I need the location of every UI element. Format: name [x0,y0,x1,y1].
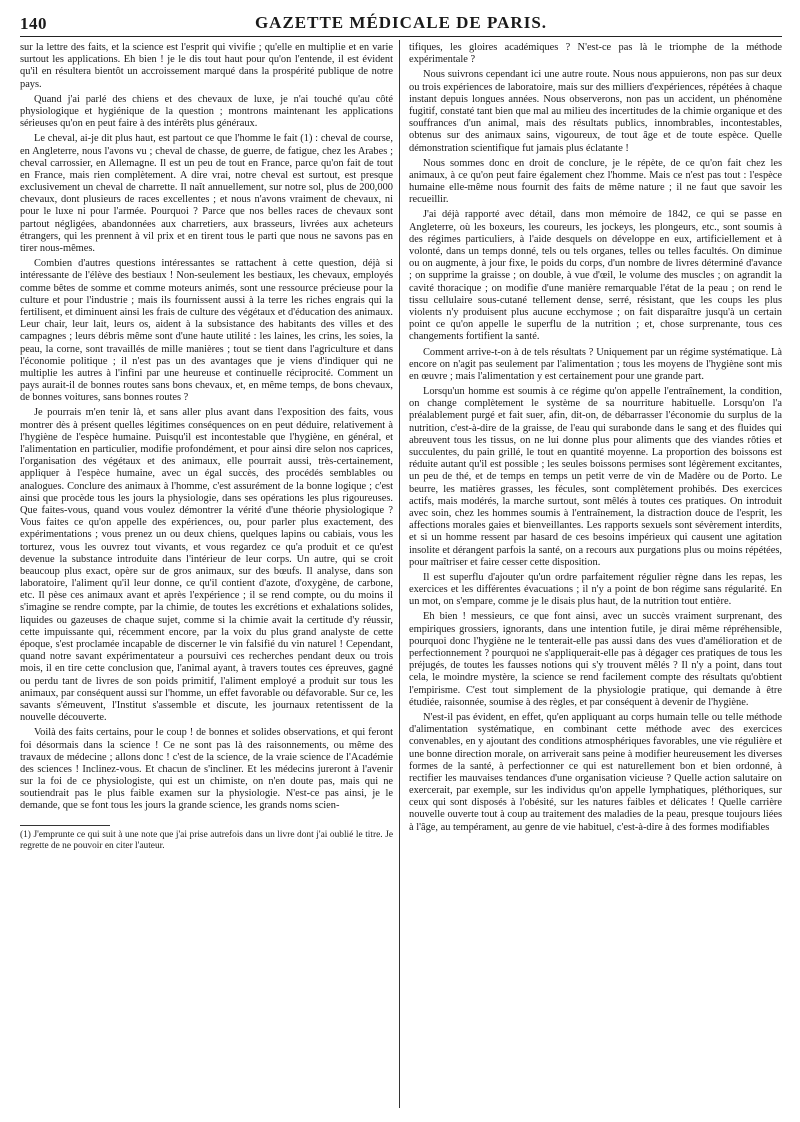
paragraph: Eh bien ! messieurs, ce que font ainsi, avec un succès vraiment surprenant, des empiriques grossiers, ignorants, dans une intention futile, je dirai même répréhensible, pourquoi donc l'hygiène ne le tenterait-elle pas aussi dans des vues d'amélioration et de perfectionnement ? pourquoi ne s'appliquerait-elle pas à dégager ces pratiques de tous les préjugés, de toutes les fausses notions qui s'y trouvent mêlés ? Il n'y a point, dans tout cela, le moindre mystère, la science se rend facilement compte des résultats qu'obtient l'empirisme. C'est tout simplement de la physiologie pratique, qui demande à être étudiée, raisonnée, soumise à des règles, et par conséquent à devenir de l'hygiène. [409,611,782,708]
paragraph: sur la lettre des faits, et la science est l'esprit qui vivifie ; qu'elle en multiplie et en varie surtout les applications. Eh bien ! je le dis tout haut pour qu'on l'entende, il est évident qu'il en résultera bientôt un accroissement marqué dans la prospérité publique de notre pays. [20,42,393,90]
page-number: 140 [20,14,47,33]
paragraph: J'ai déjà rapporté avec détail, dans mon mémoire de 1842, ce qui se passe en Angleterre, où les boxeurs, les coureurs, les jockeys, les plongeurs, etc., sont soumis à des régimes particuliers, à l'aide desquels on développe en eux, artificiellement et à volonté, dans un temps donné, tels ou tels organes, telles ou telles facultés. On diminue ou on augmente, à jour fixe, le poids du corps, d'un nombre de livres déterminé d'avance ; on supprime la graisse ; on double, à vue d'œil, le volume des muscles ; on agrandit la cavité thoracique ; on modifie d'une manière remarquable l'état de la peau ; on rend le tissu cellulaire sous-cutané tellement dense, serré, résistant, que les coups les plus violents n'y produisent plus aucune ecchymose ; on fait disparaître jusqu'à un certain point ce qu'on appelle le superflu de la nutrition ; et, chose surprenante, tous ces changements fortifient la santé. [409,209,782,343]
right-column [409,42,782,1110]
paragraph: Nous sommes donc en droit de conclure, je le répète, de ce qu'on fait chez les animaux, à ce qu'on peut faire également chez l'homme. Mais ce n'est pas tout : l'espèce humaine elle-même nous fournit des faits de même nature ; il ne faut que savoir les recueillir. [409,157,782,206]
paragraph: Il est superflu d'ajouter qu'un ordre parfaitement régulier règne dans les repas, les exercices et les différentes évacuations ; il n'y a point de bon régime sans régularité. En un mot, on s'empare, comme je le disais plus haut, de la nutrition tout entière. [409,571,782,608]
journal-title: GAZETTE MÉDICALE DE PARIS. [254,13,548,32]
article-columns [20,42,782,1110]
paragraph: Lorsqu'un homme est soumis à ce régime qu'on appelle l'entraînement, la condition, on change complètement le système de sa nourriture habituelle. Lorsqu'on l'a préalablement purgé et fait suer, afin, dit-on, de débarrasser l'économie du surplus de la nutrition, c'est-à-dire de la graisse, de l'eau qui surabonde dans le sang et des fluides qui abreuvent tous les tissus, on ne lui donne plus pour aliments que des viandes rôties et succulentes, du pain grillé, le tout en quantité moyenne. La proportion des boissons est réduite autant qu'il est possible ; les seules boissons permises sont légèrement excitantes, un peu de thé, et de temps en temps un petit verre de vin de Madère ou de Porto. Le beurre, les matières grasses, les fécules, sont complètement prohibés. Des exercices actifs, mais modérés, la marche surtout, sont mêlés à toutes ces pratiques. On introduit avec soin, chez les hommes soumis à l'entraînement, la distraction douce de l'esprit, les affections morales gaies et bienveillantes. Les rapports sexuels sont sévèrement interdits, et si un homme ressent par hasard de ces besoins impérieux qui causent une agitation insolite et dérangent parfois la santé, on a recours aux purgations plus ou moins répétées, pour maîtriser et faire cesser cette disposition. [409,386,782,568]
paragraph: Comment arrive-t-on à de tels résultats ? Uniquement par un régime systématique. Là encore on n'agit pas seulement par l'alimentation ; tous les moyens de l'hygiène sont mis en œuvre ; mais l'alimentation y est certainement pour une grande part. [409,346,782,382]
footnote: (1) J'emprunte ce qui suit à une note que j'ai prise autrefois dans un livre dont j'ai oublié le titre. Je regrette de ne pouvoir en citer l'auteur. [20,829,393,851]
paragraph: Quand j'ai parlé des chiens et des chevaux de luxe, je n'ai touché qu'au côté physiologique et hygiénique de la question ; montrons maintenant les applications sérieuses qu'on en peut faire à des intérêts plus généraux. [20,93,393,130]
footnote-rule [20,825,110,826]
left-column [20,42,393,1110]
paragraph: Combien d'autres questions intéressantes se rattachent à cette question, déjà si intéressante de l'élève des bestiaux ! Non-seulement les bestiaux, les chevaux, employés comme bêtes de somme et comme moteurs animés, sont une ressource précieuse pour la culture et pour l'industrie ; mais ils fournissent aussi à la terre les riches engrais qui la fertilisent, et diminuent ainsi les frais de culture des végétaux et d'éducation des animaux. Leur chair, leur lait, leurs os, aident à la subsistance des habitants des villes et des campagnes ; leurs débris même sont d'une haute utilité : les laines, les crins, les soies, la peau, la corne, sont travaillés de mille manières ; tout se tient dans l'agriculture et dans l'économie politique ; il n'est pas un des avantages que je viens d'indiquer qui ne multiplie les autres à l'infini par une heureuse et continuelle réciprocité. Comment un pays aurait-il de bonnes routes sans bons chevaux, et, en même temps, de bons chevaux, de bonnes voitures, sans bonnes routes ? [20,258,393,404]
paragraph: Voilà des faits certains, pour le coup ! de bonnes et solides observations, et qui feront foi désormais dans la science ! Ce ne sont pas là des raisonnements, ou même des travaux de médecine ; allons donc ! c'est de la science, de la vraie science de l'Académie des sciences ! Inclinez-vous. Et chacun de s'incliner. Et les médecins jureront à l'avenir sur la foi de ce physiologiste, qui est un chimiste, on n'en doute pas, mais qui ne soutiendrait pas le plus faible examen sur la physiologie. N'est-ce pas ainsi, je le demande, que se font tous les jours la grande science, les grands noms scien- [20,727,393,812]
paragraph: Je pourrais m'en tenir là, et sans aller plus avant dans l'exposition des faits, vous montrer dès à présent quelles légitimes conséquences on en peut déduire, relativement à l'hygiène de l'espèce humaine. Puisqu'il est incontestable que l'hygiène, en général, et l'alimentation en particulier, modifie profondément, et pour ainsi dire selon nos caprices, l'organisation des végétaux et des animaux, elle pourrait aussi, très-certainement, appliquer à l'espèce humaine, avec un égal succès, des procédés semblables ou analogues. Conclure des animaux à l'homme, c'est assurément de la bonne logique ; c'est ainsi que procède tous les jours la physiologie, dans ses opérations les plus rigoureuses. Que faites-vous, quand vous voulez démontrer la vérité d'une théorie physiologique ? Vous faites ce qu'on appelle des expériences, ou, pour parler plus exactement, des expérimentations ; vous prenez un ou deux chiens, quelques lapins ou cabiais, vous les torturez, vous les ouvrez tout vivants, et vous regardez ce qu'a produit et ce qu'est devenue la substance introduite dans l'intérieur de leur corps. Un autre, qui se croit beaucoup plus exact, opère sur de gros animaux, sur des bœufs. Il analyse, dans son laboratoire, l'aliment qu'il leur donne, ce qu'il contient d'azote, d'oxygène, de carbone, etc. Il pèse ces animaux avant et après l'expérience ; il se rend compte, ou du moins il s'imagine se rendre compte, par la chimie, de toutes les excrétions et exhalations solides, liquides ou gazeuses de chaque sujet, comme si la chimie avait la certitude d'y réussir, cette impuissante qui, récemment encore, par la voix du plus grand analyste de cette époque, s'est proclamée incapable de discerner le vin falsifié du vin naturel ! Cependant, quand notre savant expérimentateur a poursuivi ces recherches pendant deux ou trois mois, il en tire cette conclusion que, l'animal ayant, à travers toutes ces épreuves, gagné ou perdu tant de livres de son poids primitif, l'aliment employé a produit sur tous les animaux, par conséquent aussi sur l'homme, un effet favorable ou défavorable. Sur ce, les savants s'émeuvent, l'Institut s'assemble et discute, les journaux retentissent de la nouvelle découverte. [20,407,393,724]
paragraph: Le cheval, ai-je dit plus haut, est partout ce que l'homme le fait (1) : cheval de course, en Angleterre, nous l'avons vu ; cheval de chasse, de guerre, de fatigue, chez les Arabes ; cheval carrossier, en Allemagne. Il est un peu de tout en France, parce qu'on fait de tout en France, mais rien complètement. A dire vrai, notre cheval est surtout, est presque exclusivement un cheval de charrette. Il naît annuellement, sur notre sol, plus de 200,000 chevaux, dont plusieurs de races excellentes ; et nous n'avons vraiment de chevaux, ni pour le luxe ni pour l'armée. Pourquoi ? Parce que nos belles races de chevaux sont partout négligées, abandonnées aux charretiers, aux brasseurs, livrées aux acheteurs étrangers, qui les prennent à vil prix et en tirent tous le parti que nous ne savons pas en tirer nous-mêmes. [20,133,393,254]
paragraph: tifiques, les gloires académiques ? N'est-ce pas là le triomphe de la méthode expérimentale ? [409,42,782,66]
page-header [20,10,782,37]
paragraph: Nous suivrons cependant ici une autre route. Nous nous appuierons, non pas sur deux ou trois expériences de laboratoire, mais sur des milliers d'expériences, répétées à chaque instant depuis longues années. Nous observerons, non pas un accident, un phénomène fugitif, constaté tant bien que mal au milieu des incertitudes de la chimie organique et des souffrances d'un animal, mais des résultats publics, innombrables, incontestables, obtenus sur des animaux sains, vigoureux, de tout âge et de toute espèce. Quelle démonstration scientifique fut jamais plus éclatante ! [409,69,782,154]
paragraph: N'est-il pas évident, en effet, qu'en appliquant au corps humain telle ou telle méthode d'alimentation systématique, en combinant cette méthode avec des exercices convenables, en y ajoutant des conditions atmosphériques favorables, une vie régulière et une bonne direction morale, on arriverait sans peine à modifier heureusement les diverses formes de la santé, à perfectionner ce qui est naturellement bon et bien ordonné, à rectifier les mauvaises tendances d'une organisation vicieuse ? Quelle action salutaire on exercerait, par exemple, sur les individus qu'on appelle lymphatiques, pléthoriques, sur ceux qui sont disposés à l'obésité, sur les natures faibles et délicates ! Quelle carrière nouvelle ouverte tout à coup au traitement des maladies de la peau, presque toujours liées à l'âge, au tempérament, au genre de vie habituel, c'est-à-dire à des formes modifiables [409,711,782,833]
